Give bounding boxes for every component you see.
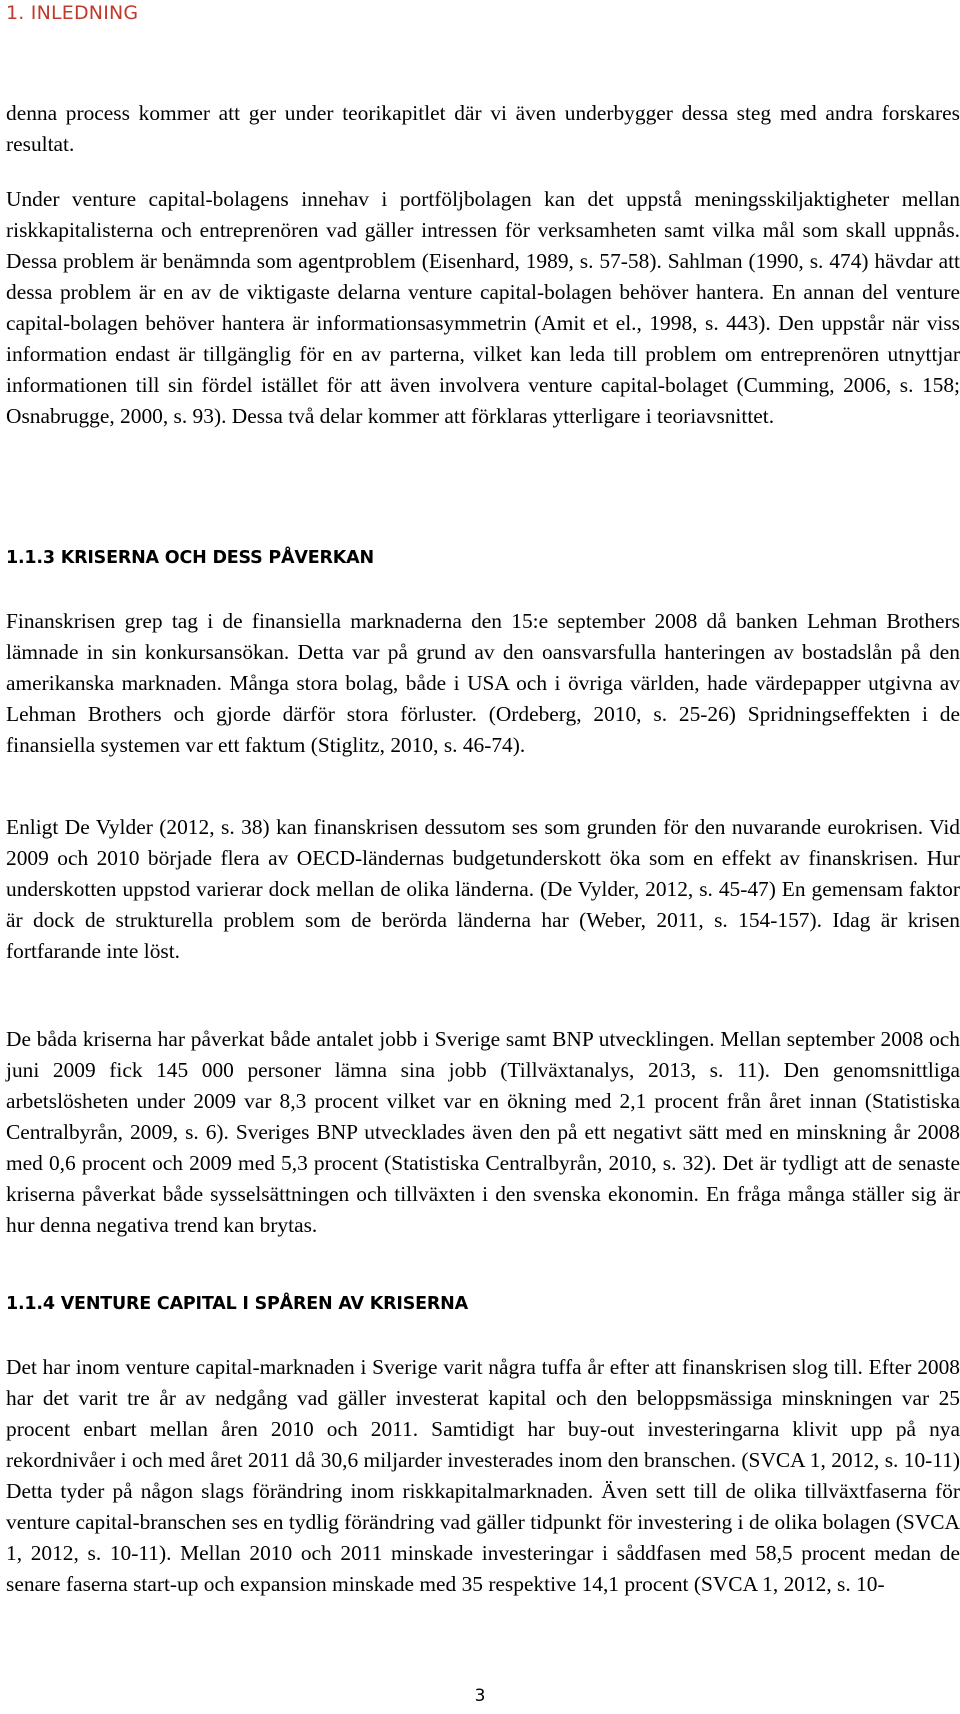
running-header: 1. INLEDNING [6, 2, 139, 24]
paragraph-text: De båda kriserna har påverkat både antalet jobb i Sverige samt BNP utvecklingen. Mellan september 2008 och juni 2009 fick 145 000 personer lämna sina jobb (Tillväxtanalys, 2013, s. 11). Den genomsnittliga arbetslösheten under 2009 var 8,3 procent vilket var en ökning med 2,1 procent från året innan (Statistiska Centralbyrån, 2009, s. 6). Sveriges BNP utvecklades även den på ett negativt sätt med en minskning år 2008 med 0,6 procent och 2009 med 5,3 procent (Statistiska Centralbyrån, 2010, s. 32). Det är tydligt att de senaste kriserna påverkat både sysselsättningen och tillväxten i den svenska ekonomin. En fråga många ställer sig är hur denna negativa trend kan brytas. [6, 1027, 960, 1237]
paragraph-text: Finanskrisen grep tag i de finansiella marknaderna den 15:e september 2008 då banken Lehman Brothers lämnade in sin konkursansökan. Detta var på grund av den oansvarsfulla hanteringen av bostadslån på den amerikanska marknaden. Många stora bolag, både i USA och i övriga världen, hade värdepapper utgivna av Lehman Brothers och gjorde därför stora förluster. (Ordeberg, 2010, s. 25-26) Spridningseffekten i de finansiella systemen var ett faktum (Stiglitz, 2010, s. 46-74). [6, 609, 960, 757]
paragraph-text: denna process kommer att ger under teorikapitlet där vi även underbygger dessa steg med andra forskares resultat. [6, 101, 960, 156]
section-heading-1-1-3: 1.1.3 KRISERNA OCH DESS PÅVERKAN [6, 548, 374, 568]
paragraph-crisis-effects [6, 1024, 960, 1241]
paragraph-text: Under venture capital-bolagens innehav i portföljbolagen kan det uppstå meningsskiljaktigheter mellan riskkapitalisterna och entreprenören vad gäller intressen för verksamheten samt vilka mål som skall uppnås. Dessa problem är benämnda som agentproblem (Eisenhard, 1989, s. 57-58). Sahlman (1990, s. 474) hävdar att dessa problem är en av de viktigaste delarna venture capital-bolagen behöver hantera. En annan del venture capital-bolagen behöver hantera är informationsasymmetrin (Amit et el., 1998, s. 443). Den uppstår när viss information endast är tillgänglig för en av parterna, vilket kan leda till problem om entreprenören utnyttjar informationen till sin fördel istället för att även involvera venture capital-bolaget (Cumming, 2006, s. 158; Osnabrugge, 2000, s. 93). Dessa två delar kommer att förklaras ytterligare i teoriavsnittet. [6, 187, 960, 428]
paragraph-text: Det har inom venture capital-marknaden i Sverige varit några tuffa år efter att finanskrisen slog till. Efter 2008 har det varit tre år av nedgång vad gäller investerat kapital och den beloppsmässiga minskningen var 25 procent enbart mellan åren 2010 och 2011. Samtidigt har buy-out investeringarna klivit upp på nya rekordnivåer i och med året 2011 då 30,6 miljarder investerades inom den branschen. (SVCA 1, 2012, s. 10-11) Detta tyder på någon slags förändring inom riskkapitalmarknaden. Även sett till de olika tillväxtfaserna för venture capital-branschen ses en tydlig förändring vad gäller tidpunkt för investering i de olika bolagen (SVCA 1, 2012, s. 10-11). Mellan 2010 och 2011 minskade investeringar i såddfasen med 58,5 procent medan de senare faserna start-up och expansion minskade med 35 respektive 14,1 procent (SVCA 1, 2012, s. 10- [6, 1355, 960, 1596]
paragraph-euro-crisis [6, 812, 960, 967]
paragraph-text: Enligt De Vylder (2012, s. 38) kan finanskrisen dessutom ses som grunden för den nuvarande eurokrisen. Vid 2009 och 2010 började flera av OECD-ländernas budgetunderskott öka som en effekt av finanskrisen. Hur underskotten uppstod varierar dock mellan de olika länderna. (De Vylder, 2012, s. 45-47) En gemensam faktor är dock de strukturella problem som de berörda länderna har (Weber, 2011, s. 154-157). Idag är krisen fortfarande inte löst. [6, 815, 960, 963]
paragraph-agent-problems [6, 184, 960, 432]
paragraph-intro-continuation [6, 98, 960, 160]
paragraph-venture-capital-market [6, 1352, 960, 1600]
section-heading-1-1-4: 1.1.4 VENTURE CAPITAL I SPÅREN AV KRISERNA [6, 1294, 468, 1314]
page-number: 3 [474, 1686, 486, 1706]
paragraph-financial-crisis [6, 606, 960, 761]
